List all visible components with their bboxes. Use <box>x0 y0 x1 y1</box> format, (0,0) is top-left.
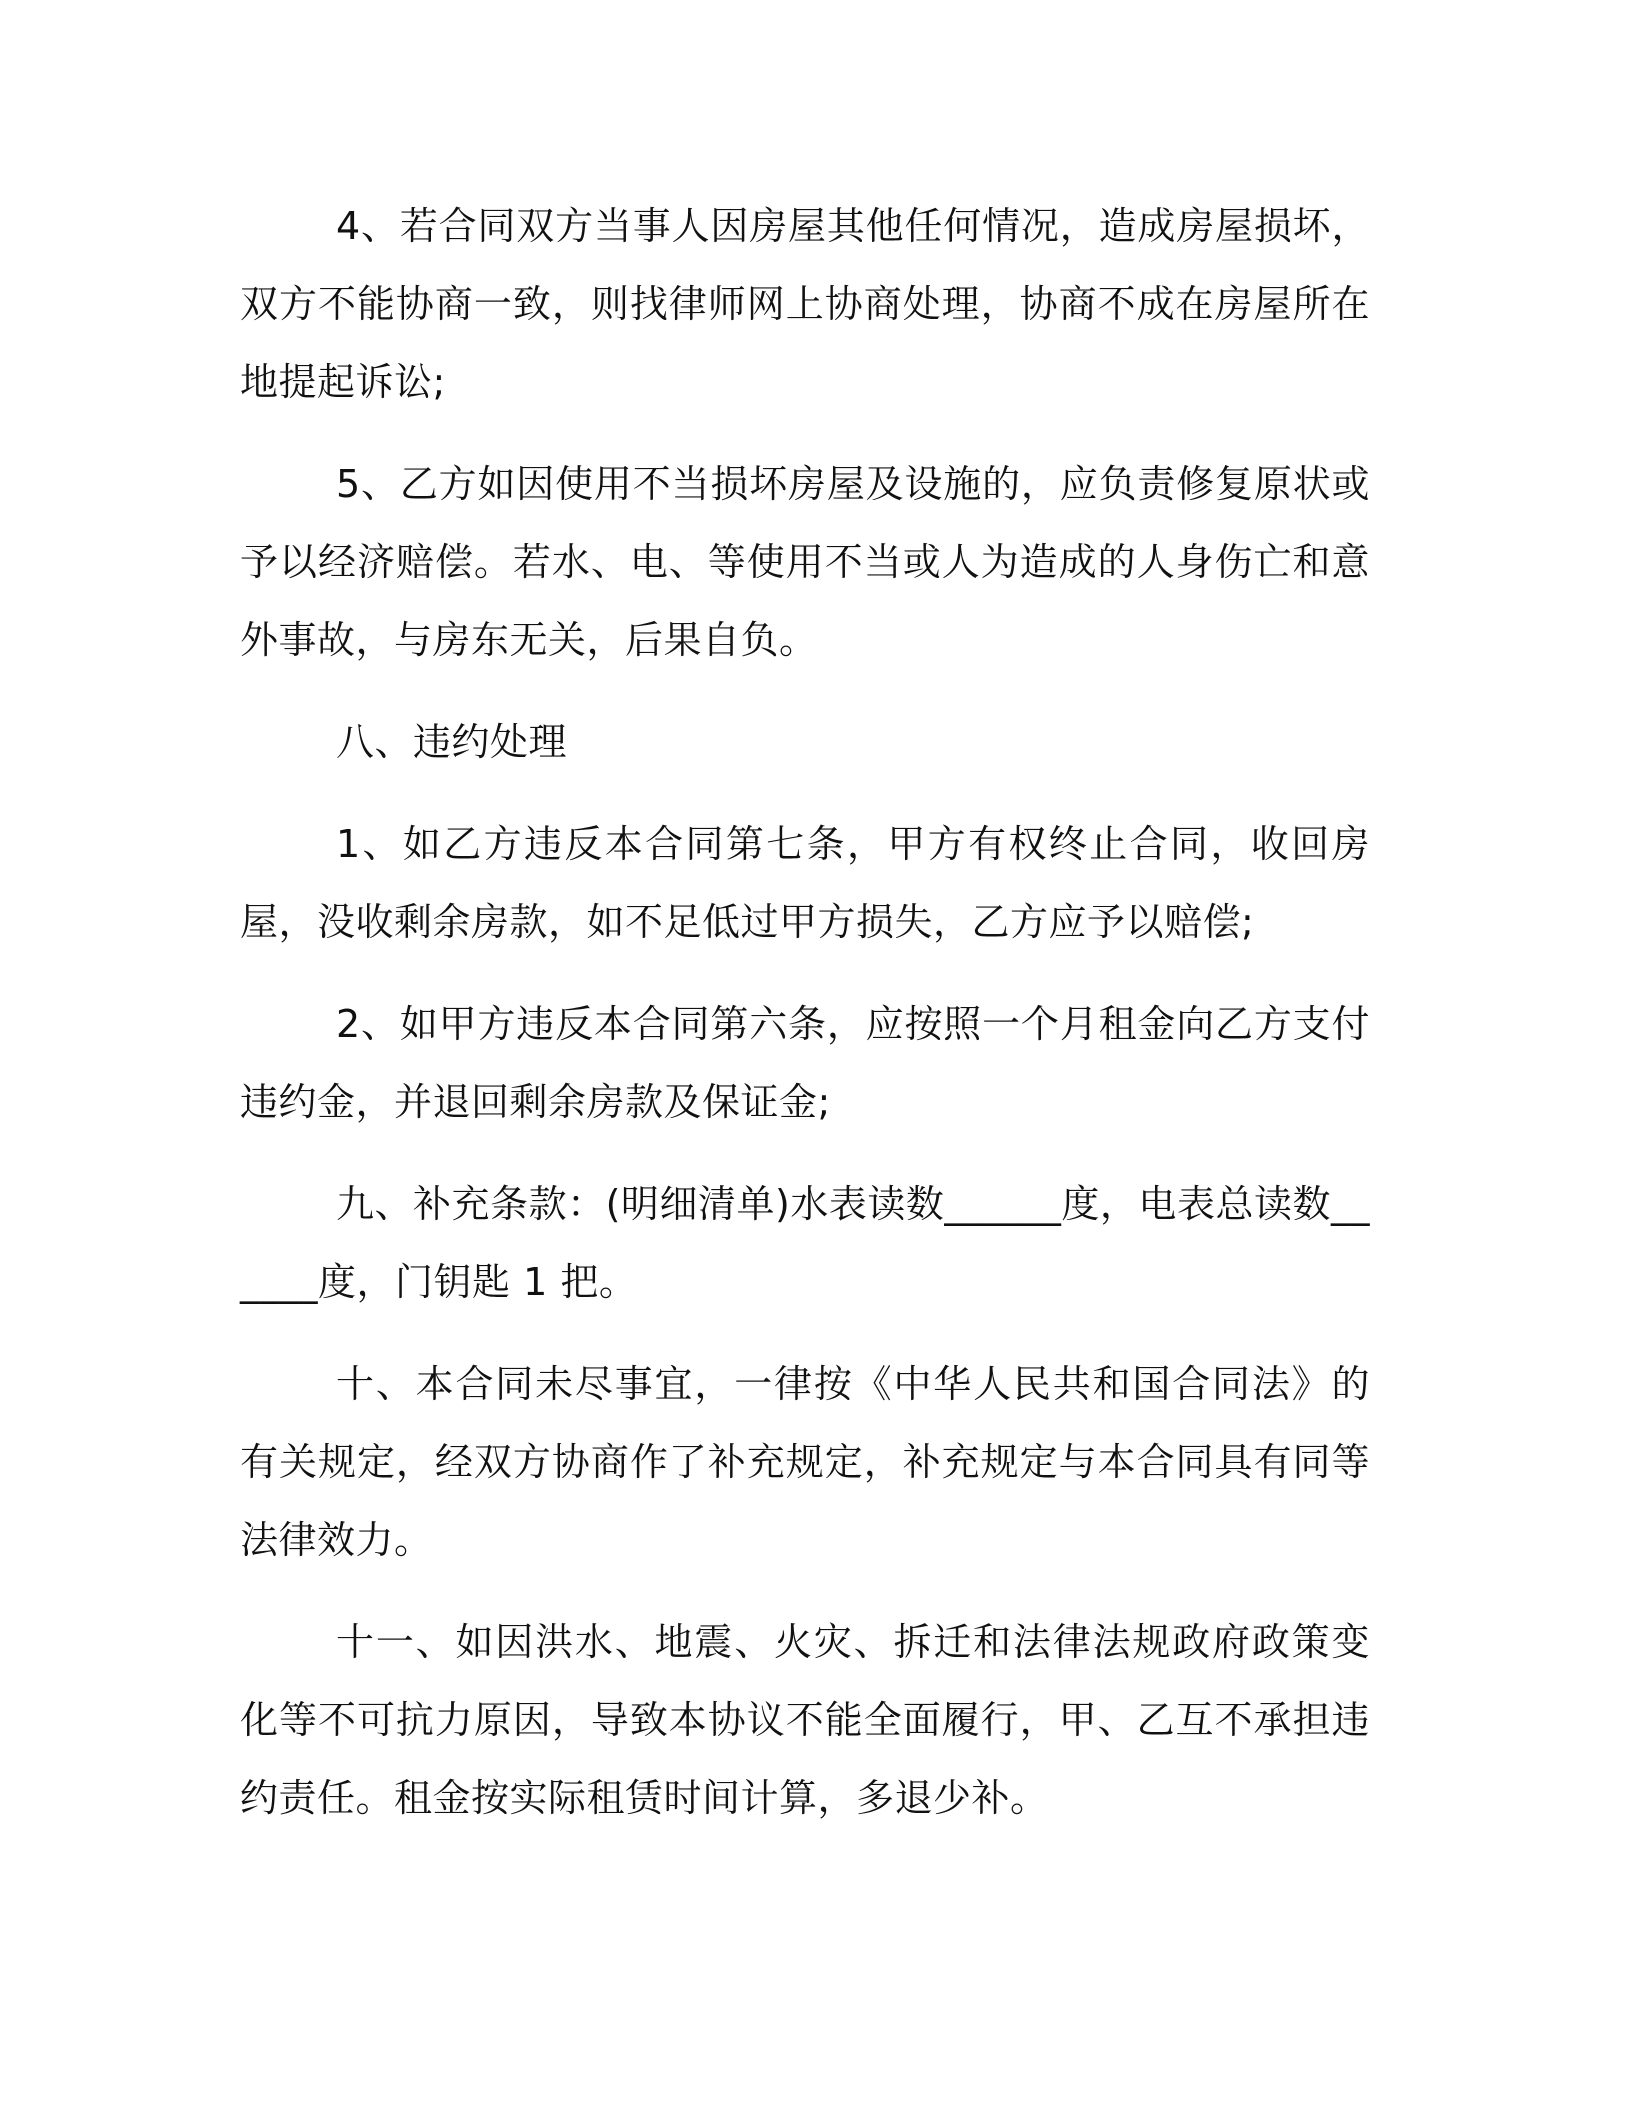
section-9-supplementary-terms: 九、补充条款：(明细清单)水表读数______度，电表总读数______度，门钥匙 1 把。 <box>240 1182 1370 1304</box>
section-11-force-majeure: 十一、如因洪水、地震、火灾、拆迁和法律法规政府政策变化等不可抗力原因，导致本协议不能全面履行，甲、乙互不承担违约责任。租金按实际租赁时间计算，多退少补。 <box>240 1620 1370 1820</box>
clause-4-property-damage-dispute: 4、若合同双方当事人因房屋其他任何情况，造成房屋损坏，双方不能协商一致，则找律师网上协商处理，协商不成在房屋所在地提起诉讼; <box>240 204 1370 404</box>
document-body <box>240 187 1370 1837</box>
clause-5-tenant-damage-liability: 5、乙方如因使用不当损坏房屋及设施的，应负责修复原状或予以经济赔偿。若水、电、等使用不当或人为造成的人身伤亡和意外事故，与房东无关，后果自负。 <box>240 462 1370 662</box>
section-10-unspecified-matters: 十、本合同未尽事宜，一律按《中华人民共和国合同法》的有关规定，经双方协商作了补充规定，补充规定与本合同具有同等法律效力。 <box>240 1362 1370 1562</box>
clause-8-1-tenant-breach: 1、如乙方违反本合同第七条，甲方有权终止合同，收回房屋，没收剩余房款，如不足低过甲方损失，乙方应予以赔偿; <box>240 822 1370 944</box>
section-8-heading: 八、违约处理 <box>336 720 568 764</box>
clause-8-2-landlord-breach: 2、如甲方违反本合同第六条，应按照一个月租金向乙方支付违约金，并退回剩余房款及保证金; <box>240 1002 1370 1124</box>
